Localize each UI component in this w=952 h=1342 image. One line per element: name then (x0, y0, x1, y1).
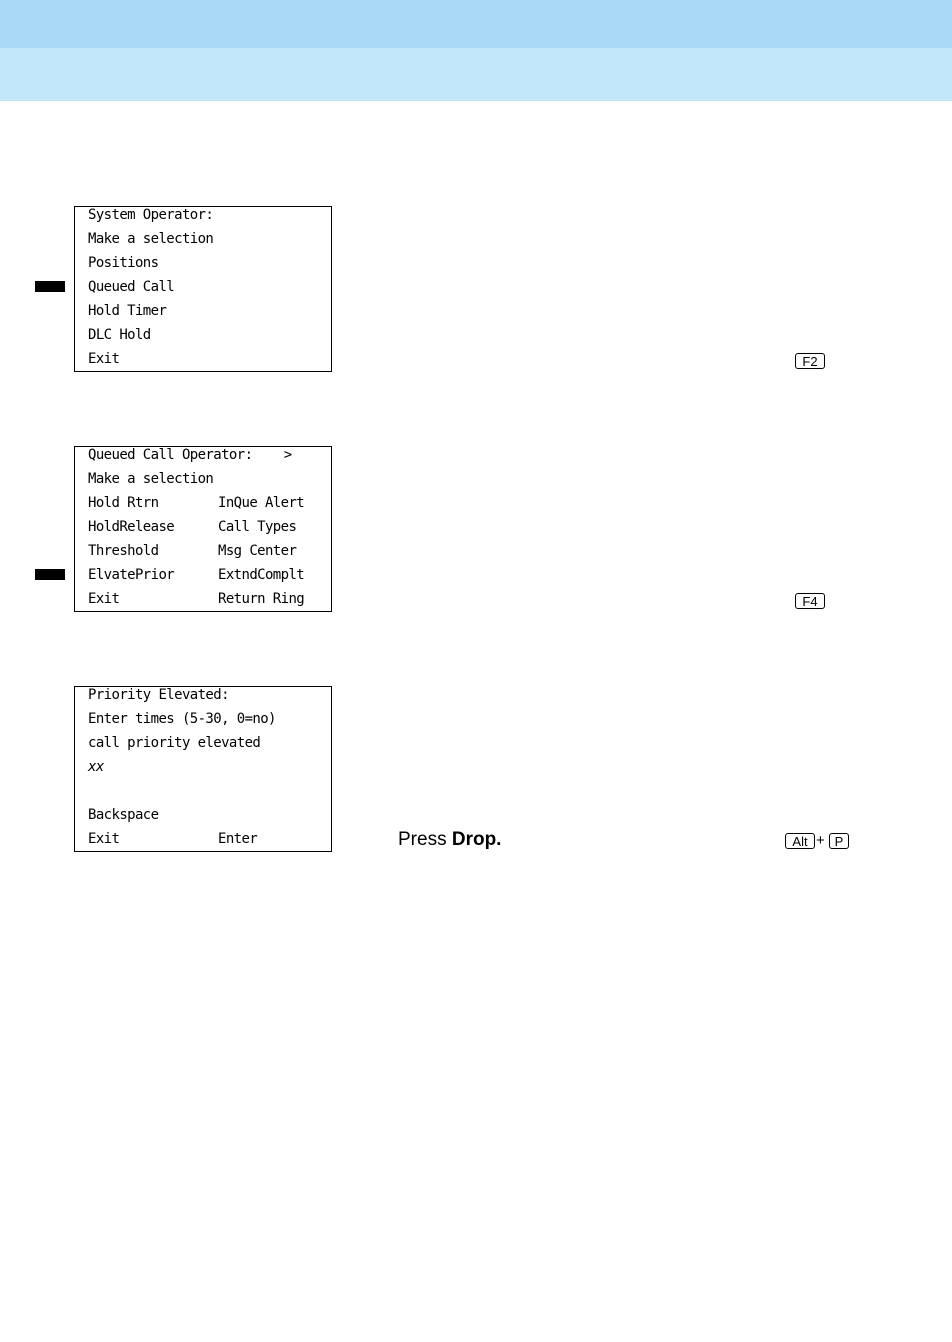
instruction-prefix: Press (398, 829, 452, 850)
screen-option-backspace[interactable]: Backspace (88, 807, 159, 823)
display-screen-system-operator (74, 206, 332, 372)
header-band-bottom (0, 48, 952, 101)
screen-line: Make a selection (88, 471, 214, 487)
screen-option-dlc-hold[interactable]: DLC Hold (88, 327, 151, 343)
screen-option-elvateprior[interactable]: ElvatePrior (88, 567, 175, 583)
screen-line-title: Queued Call Operator: > (88, 447, 292, 463)
screen-option-return-ring[interactable]: Return Ring (218, 591, 305, 607)
screen-line: call priority elevated (88, 735, 261, 751)
screen-option-call-types[interactable]: Call Types (218, 519, 297, 535)
screen-input-value[interactable]: xx (88, 759, 104, 775)
screen-option-extndcomplt[interactable]: ExtndComplt (218, 567, 305, 583)
plus-sign: + (816, 832, 825, 849)
header-band-top (0, 0, 952, 48)
selection-marker (35, 281, 65, 292)
display-screen-queued-call-operator (74, 446, 332, 612)
screen-line-title: System Operator: (88, 207, 214, 223)
screen-option-msg-center[interactable]: Msg Center (218, 543, 297, 559)
display-screen-priority-elevated (74, 686, 332, 852)
screen-option-exit[interactable]: Exit (88, 591, 120, 607)
p-key[interactable]: P (829, 833, 849, 849)
screen-option-positions[interactable]: Positions (88, 255, 159, 271)
instruction-text (398, 829, 501, 851)
screen-option-queued-call[interactable]: Queued Call (88, 279, 175, 295)
screen-line-title: Priority Elevated: (88, 687, 229, 703)
screen-line: Enter times (5-30, 0=no) (88, 711, 276, 727)
f4-key[interactable]: F4 (795, 593, 825, 609)
selection-marker (35, 569, 65, 580)
f2-key[interactable]: F2 (795, 353, 825, 369)
screen-option-hold-timer[interactable]: Hold Timer (88, 303, 167, 319)
alt-key[interactable]: Alt (785, 833, 815, 849)
screen-option-threshold[interactable]: Threshold (88, 543, 159, 559)
screen-option-enter[interactable]: Enter (218, 831, 258, 847)
instruction-action: Drop. (451, 829, 502, 850)
screen-option-hold-rtrn[interactable]: Hold Rtrn (88, 495, 159, 511)
screen-option-holdrelease[interactable]: HoldRelease (88, 519, 175, 535)
screen-option-inque-alert[interactable]: InQue Alert (218, 495, 305, 511)
screen-line: Make a selection (88, 231, 214, 247)
screen-option-exit[interactable]: Exit (88, 351, 120, 367)
screen-option-exit[interactable]: Exit (88, 831, 120, 847)
